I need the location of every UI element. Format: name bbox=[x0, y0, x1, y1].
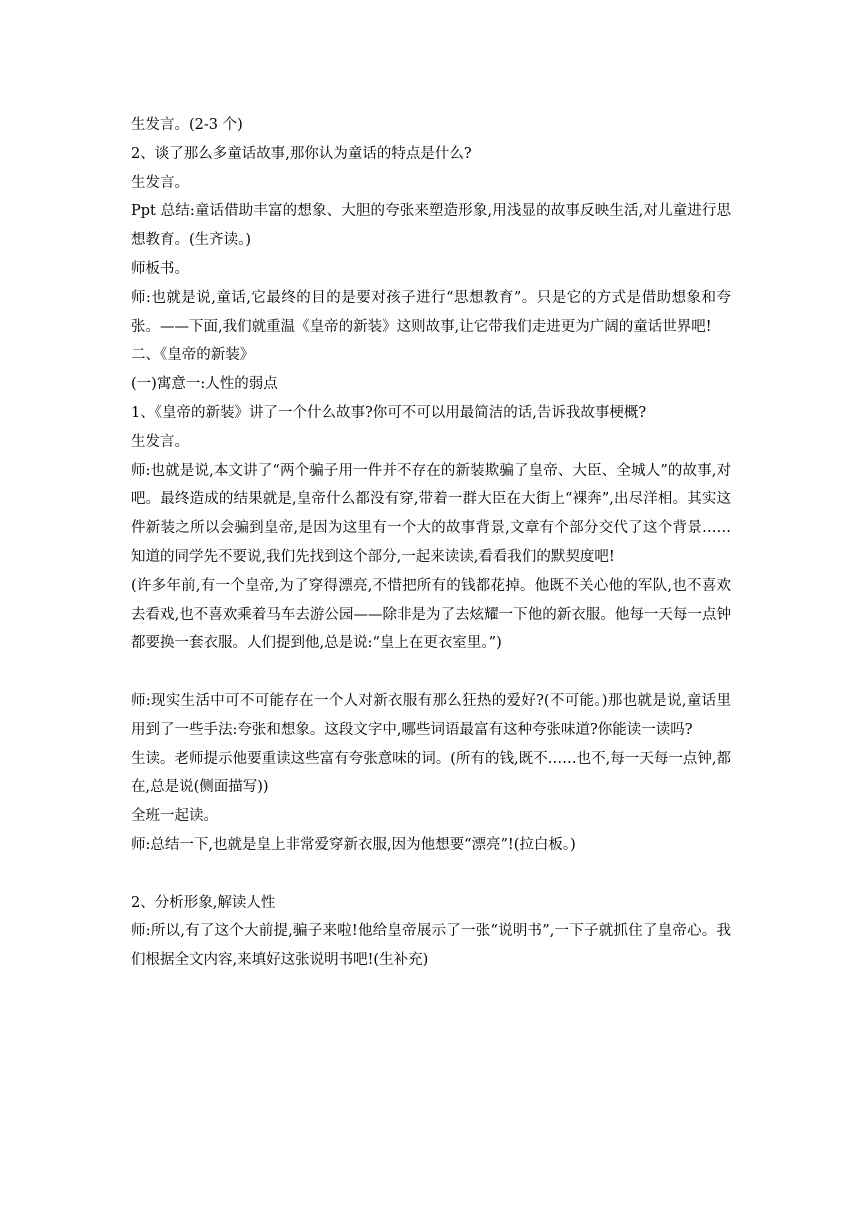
paragraph: Ppt 总结:童话借助丰富的想象、大胆的夸张来塑造形象,用浅显的故事反映生活,对儿童进行思想教育。(生齐读。) bbox=[131, 203, 731, 249]
paragraph: 师:也就是说,童话,它最终的目的是要对孩子进行“思想教育”。只是它的方式是借助想象和夸张。——下面,我们就重温《皇帝的新装》这则故事,让它带我们走进更为广阔的童话世界吧! bbox=[131, 289, 731, 335]
paragraph: 师:也就是说,本文讲了“两个骗子用一件并不存在的新装欺骗了皇帝、大臣、全城人”的故事,对吧。最终造成的结果就是,皇帝什么都没有穿,带着一群大臣在大街上“裸奔”,出尽洋相。其实这件新装之所以会骗到皇帝,是因为这里有一个大的故事背景,文章有个部分交代了这个背景……知道的同学先不要说,我们先找到这个部分,一起来读读,看看我们的默契度吧! bbox=[131, 462, 731, 565]
paragraph: 师:所以,有了这个大前提,骗子来啦!他给皇帝展示了一张“说明书”,一下子就抓住了皇帝心。我们根据全文内容,来填好这张说明书吧!(生补充) bbox=[131, 923, 731, 969]
subsection-heading: 2、分析形象,解读人性 bbox=[131, 894, 276, 911]
paragraph: 1、《皇帝的新装》讲了一个什么故事?你可不可以用最简洁的话,告诉我故事梗概? bbox=[131, 404, 647, 421]
quoted-passage: (许多年前,有一个皇帝,为了穿得漂亮,不惜把所有的钱都花掉。他既不关心他的军队,也不喜欢去看戏,也不喜欢乘着马车去游公园——除非是为了去炫耀一下他的新衣服。他每一天每一点钟都要换一套衣服。人们提到他,总是说:“皇上在更衣室里。”) bbox=[131, 577, 731, 652]
subsection-heading: (一)寓意一:人性的弱点 bbox=[131, 376, 278, 393]
paragraph: 师:现实生活中可不可能存在一个人对新衣服有那么狂热的爱好?(不可能。)那也就是说,童话里用到了一些手法:夸张和想象。这段文字中,哪些词语最富有这种夸张味道?你能读一读吗? bbox=[131, 692, 731, 738]
paragraph: 全班一起读。 bbox=[131, 808, 218, 825]
paragraph: 生读。老师提示他要重读这些富有夸张意味的词。(所有的钱,既不……也不,每一天每一点钟,都在,总是说(侧面描写)) bbox=[131, 750, 731, 796]
paragraph: 2、谈了那么多童话故事,那你认为童话的特点是什么? bbox=[131, 145, 472, 162]
section-heading: 二、《皇帝的新装》 bbox=[131, 347, 255, 364]
paragraph: 生发言。 bbox=[131, 433, 189, 450]
paragraph: 生发言。(2-3 个) bbox=[131, 117, 243, 133]
paragraph: 师板书。 bbox=[131, 260, 189, 277]
document-body bbox=[131, 111, 731, 975]
paragraph: 师:总结一下,也就是皇上非常爱穿新衣服,因为他想要“漂亮”!(拉白板。) bbox=[131, 836, 576, 853]
paragraph: 生发言。 bbox=[131, 174, 189, 191]
blank-line bbox=[131, 658, 731, 687]
blank-line bbox=[131, 860, 731, 889]
